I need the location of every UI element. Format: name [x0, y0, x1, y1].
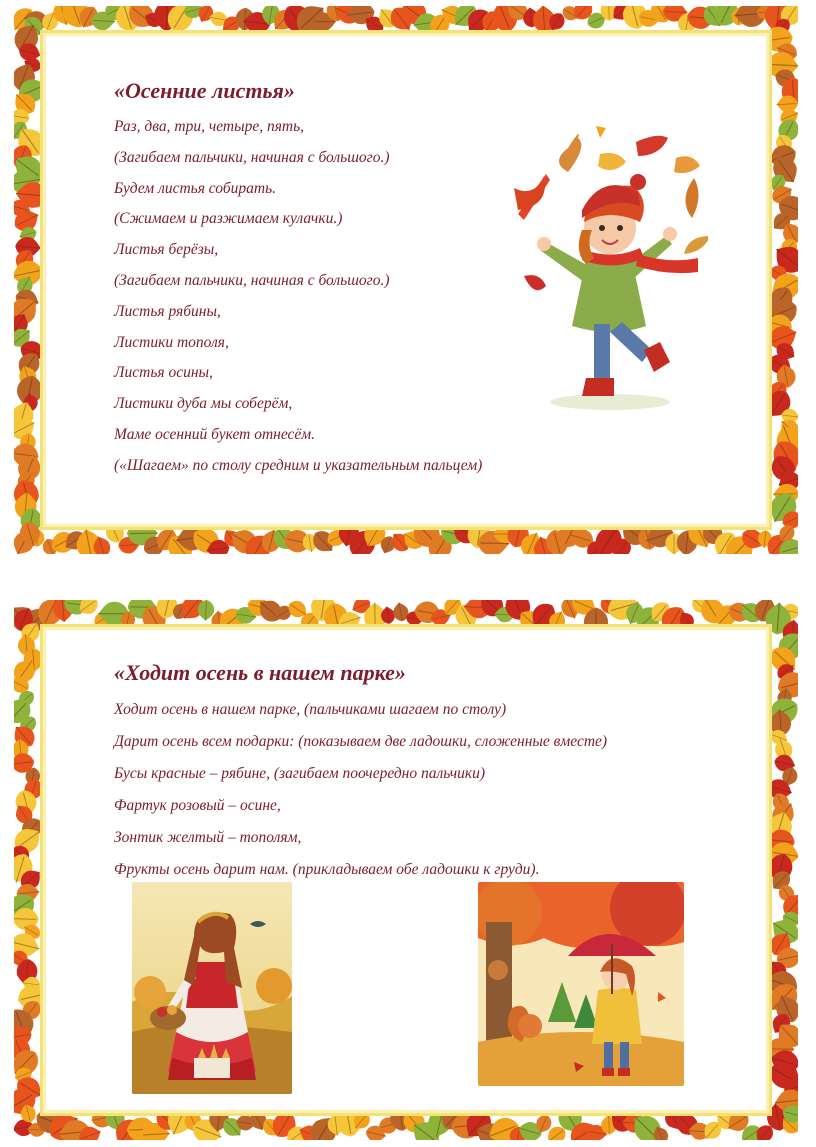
girl-with-umbrella-illustration	[478, 882, 684, 1086]
poem-verse	[114, 112, 482, 482]
verse-line: Ходит осень в нашем парке, (пальчиками шагаем по столу)	[114, 701, 507, 718]
poem-title: «Ходит осень в нашем парке»	[114, 660, 406, 685]
poem-title: «Осенние листья»	[114, 78, 295, 103]
verse-line: Листики тополя,	[114, 333, 229, 351]
verse-line: Дарит осень всем подарки: (показываем две ладошки, сложенные вместе)	[114, 733, 608, 750]
verse-line: (Сжимаем и разжимаем кулачки.)	[114, 210, 343, 228]
poem-verse	[114, 694, 607, 886]
verse-line: Фартук розовый – осине,	[114, 797, 281, 814]
verse-line: (Загибаем пальчики, начиная с большого.)	[114, 271, 390, 289]
verse-line: Листья осины,	[114, 364, 213, 382]
verse-line: («Шагаем» по столу средним и указательным пальцем)	[114, 456, 483, 474]
verse-line: Листья рябины,	[114, 302, 221, 320]
verse-line: Раз, два, три, четыре, пять,	[114, 118, 305, 135]
verse-line: Бусы красные – рябине, (загибаем поочередно пальчики)	[114, 765, 486, 782]
verse-line: Зонтик желтый – тополям,	[114, 829, 302, 846]
verse-line: Листики дуба мы соберём,	[114, 395, 293, 413]
girl-juggling-leaves-illustration	[498, 118, 708, 418]
verse-line: (Загибаем пальчики, начиная с большого.)	[114, 148, 390, 166]
verse-line: Маме осенний букет отнесём.	[114, 425, 316, 443]
verse-line: Фрукты осень дарит нам. (прикладываем обе ладошки к груди).	[114, 861, 540, 878]
verse-line: Листья берёзы,	[114, 241, 219, 259]
poem-card-autumn-leaves	[14, 6, 798, 554]
verse-line: Будем листья собирать.	[114, 179, 277, 197]
poem-card-autumn-in-park	[14, 600, 798, 1140]
autumn-maiden-illustration	[132, 882, 292, 1094]
